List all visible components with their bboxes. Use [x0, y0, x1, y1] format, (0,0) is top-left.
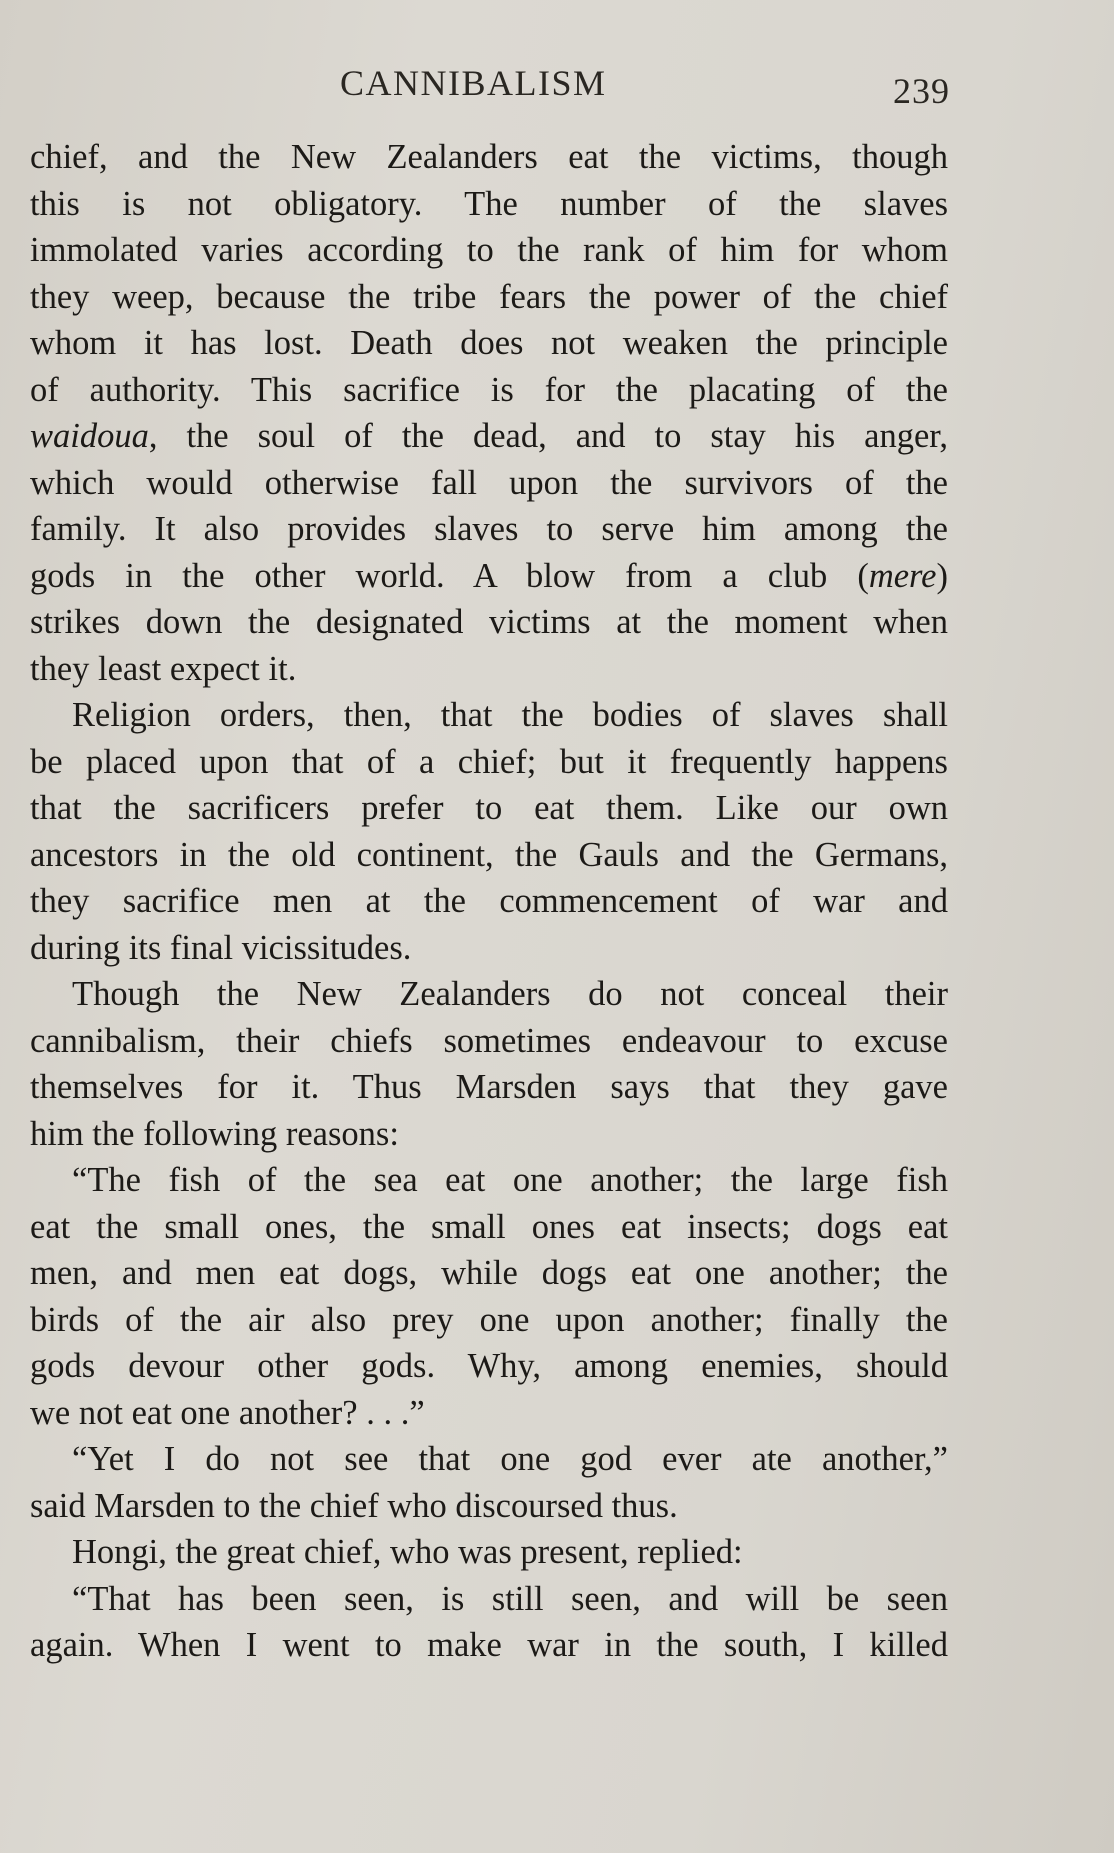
text-line [30, 553, 948, 600]
page-number: 239 [893, 71, 950, 111]
text-line: whom it has lost. Death does not weaken the principle [30, 324, 948, 362]
text-line: strikes down the designated victims at the moment when [30, 603, 948, 641]
text-line: “That has been seen, is still seen, and will be seen [72, 1579, 948, 1618]
text-line: during its final vicissitudes. [30, 928, 412, 967]
text-line: of authority. This sacrifice is for the placating of the [30, 370, 948, 409]
text-line: again. When I went to make war in the south, I killed [30, 1626, 948, 1664]
text-line: Hongi, the great chief, who was present, replied: [72, 1533, 743, 1571]
text-line: they weep, because the tribe fears the power of the chief [30, 277, 948, 316]
text-line: gods devour other gods. Why, among enemies, should [30, 1347, 948, 1385]
italic-term: mere [868, 556, 937, 595]
text-fragment: ) [936, 556, 948, 595]
text-line: cannibalism, their chiefs sometimes endeavour to excuse [30, 1021, 948, 1060]
text-fragment: gods in the other world. A blow from a club ( [30, 556, 869, 595]
page-header [0, 62, 1114, 122]
text-line: Though the New Zealanders do not conceal their [72, 975, 948, 1013]
text-line: they sacrifice men at the commencement of war and [30, 882, 948, 920]
text-line: this is not obligatory. The number of the slaves [30, 184, 948, 223]
text-line: said Marsden to the chief who discoursed thus. [30, 1486, 678, 1525]
text-line: immolated varies according to the rank of him for whom [30, 231, 948, 269]
text-line: which would otherwise fall upon the survivors of the [30, 463, 948, 502]
text-line: we not eat one another? . . .” [30, 1393, 425, 1432]
text-line: eat the small ones, the small ones eat insects; dogs eat [30, 1207, 948, 1246]
text-line: “Yet I do not see that one god ever ate another,” [72, 1440, 948, 1478]
text-line: that the sacrificers prefer to eat them. Like our own [30, 789, 948, 827]
body-text [30, 134, 948, 1669]
text-line [30, 413, 948, 460]
text-line: themselves for it. Thus Marsden says that they gave [30, 1068, 948, 1106]
text-line: men, and men eat dogs, while dogs eat one another; the [30, 1254, 948, 1292]
text-line: be placed upon that of a chief; but it frequently happens [30, 742, 948, 781]
text-line: Religion orders, then, that the bodies of slaves shall [72, 696, 948, 734]
text-fragment: , the soul of the dead, and to stay his anger, [148, 417, 948, 455]
running-title: CANNIBALISM [340, 63, 607, 103]
text-line: birds of the air also prey one upon another; finally the [30, 1300, 948, 1339]
text-line: ancestors in the old continent, the Gauls and the Germans, [30, 835, 948, 874]
italic-term: waidoua [30, 417, 149, 455]
text-line: family. It also provides slaves to serve him among the [30, 510, 948, 548]
text-line: they least expect it. [30, 649, 297, 688]
text-line: chief, and the New Zealanders eat the victims, though [30, 138, 948, 176]
text-line: him the following reasons: [30, 1114, 399, 1153]
text-line: “The fish of the sea eat one another; the large fish [72, 1161, 948, 1199]
